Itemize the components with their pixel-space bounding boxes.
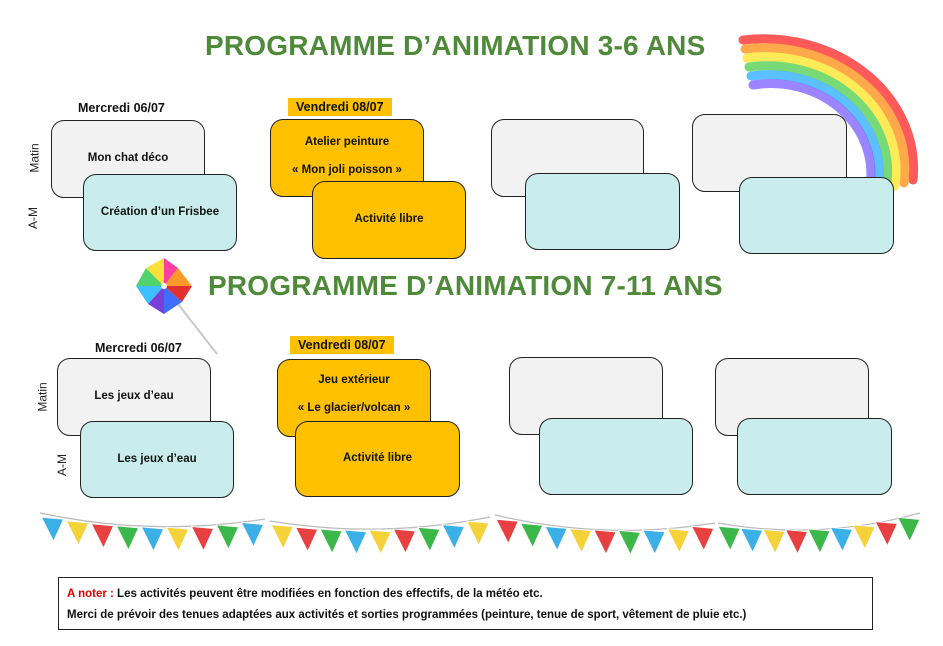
activity-text: Les jeux d’eau bbox=[94, 390, 174, 403]
empty-card-afternoon bbox=[737, 418, 892, 495]
activity-card-afternoon bbox=[80, 421, 234, 498]
empty-card-afternoon bbox=[525, 173, 680, 250]
activity-card-afternoon bbox=[295, 421, 460, 497]
note-line-1 bbox=[67, 584, 864, 605]
note-line-2: Merci de prévoir des tenues adaptées aux activités et sorties programmées (peinture, tenue de sport, vêtement de pluie etc.) bbox=[67, 609, 747, 622]
activity-card-afternoon bbox=[83, 174, 237, 251]
activity-text: Activité libre bbox=[342, 452, 413, 465]
row-label-morning: Matin bbox=[27, 143, 42, 173]
empty-card-afternoon bbox=[739, 177, 894, 254]
activity-text: Activité libre bbox=[354, 213, 424, 226]
row-label-afternoon: A-M bbox=[26, 207, 40, 229]
bunting-icon bbox=[0, 505, 943, 575]
activity-card-afternoon bbox=[312, 181, 466, 259]
activity-text: Atelier peinture bbox=[304, 136, 390, 148]
day-label-friday: Vendredi 08/07 bbox=[288, 98, 392, 116]
activity-text: Les jeux d’eau bbox=[117, 452, 197, 465]
empty-card-afternoon bbox=[539, 418, 693, 495]
day-label-wednesday: Mercredi 06/07 bbox=[95, 341, 182, 355]
day-label-wednesday: Mercredi 06/07 bbox=[78, 101, 165, 115]
activity-text: Mon chat déco bbox=[87, 152, 169, 165]
row-label-afternoon: A-M bbox=[55, 454, 69, 476]
activity-text: Création d’un Frisbee bbox=[100, 205, 220, 218]
activity-subtitle: « Mon joli poisson » bbox=[292, 163, 402, 176]
row-label-morning: Matin bbox=[35, 382, 50, 412]
program-3-6-title: PROGRAMME D’ANIMATION 3-6 ANS bbox=[205, 30, 706, 61]
note-text-1: Les activités peuvent être modifiées en fonction des effectifs, de la météo etc. bbox=[113, 588, 543, 600]
activity-subtitle: « Le glacier/volcan » bbox=[297, 401, 411, 414]
note-box bbox=[58, 577, 873, 630]
note-prefix: A noter : bbox=[67, 588, 114, 600]
program-7-11-title: PROGRAMME D’ANIMATION 7-11 ANS bbox=[208, 270, 723, 301]
day-label-friday: Vendredi 08/07 bbox=[290, 336, 394, 354]
activity-text: Jeu extérieur bbox=[318, 374, 390, 386]
